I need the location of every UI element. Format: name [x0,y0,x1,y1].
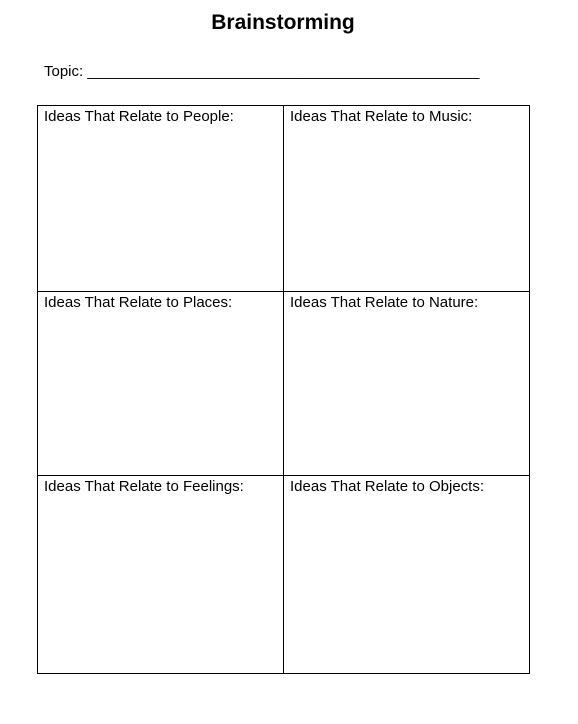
music-ideas-label: Ideas That Relate to Music: [290,108,473,125]
places-ideas-box [38,292,284,476]
feelings-ideas-label: Ideas That Relate to Feelings: [44,478,244,495]
nature-ideas-label: Ideas That Relate to Nature: [290,294,479,311]
page-title: Brainstorming [211,11,355,34]
brainstorm-grid [37,105,530,674]
grid-row-3 [38,476,530,674]
objects-ideas-label: Ideas That Relate to Objects: [290,478,484,495]
grid-row-1 [38,106,530,292]
places-ideas-label: Ideas That Relate to Places: [44,294,233,311]
topic-blank: _______________________________________________ [87,63,480,80]
feelings-ideas-box [38,476,284,674]
people-ideas-label: Ideas That Relate to People: [44,108,234,125]
topic-label: Topic: [44,63,84,80]
nature-ideas-box [284,292,530,476]
people-ideas-box [38,106,284,292]
objects-ideas-box [284,476,530,674]
topic-line [44,62,479,82]
grid-row-2 [38,292,530,476]
music-ideas-box [284,106,530,292]
